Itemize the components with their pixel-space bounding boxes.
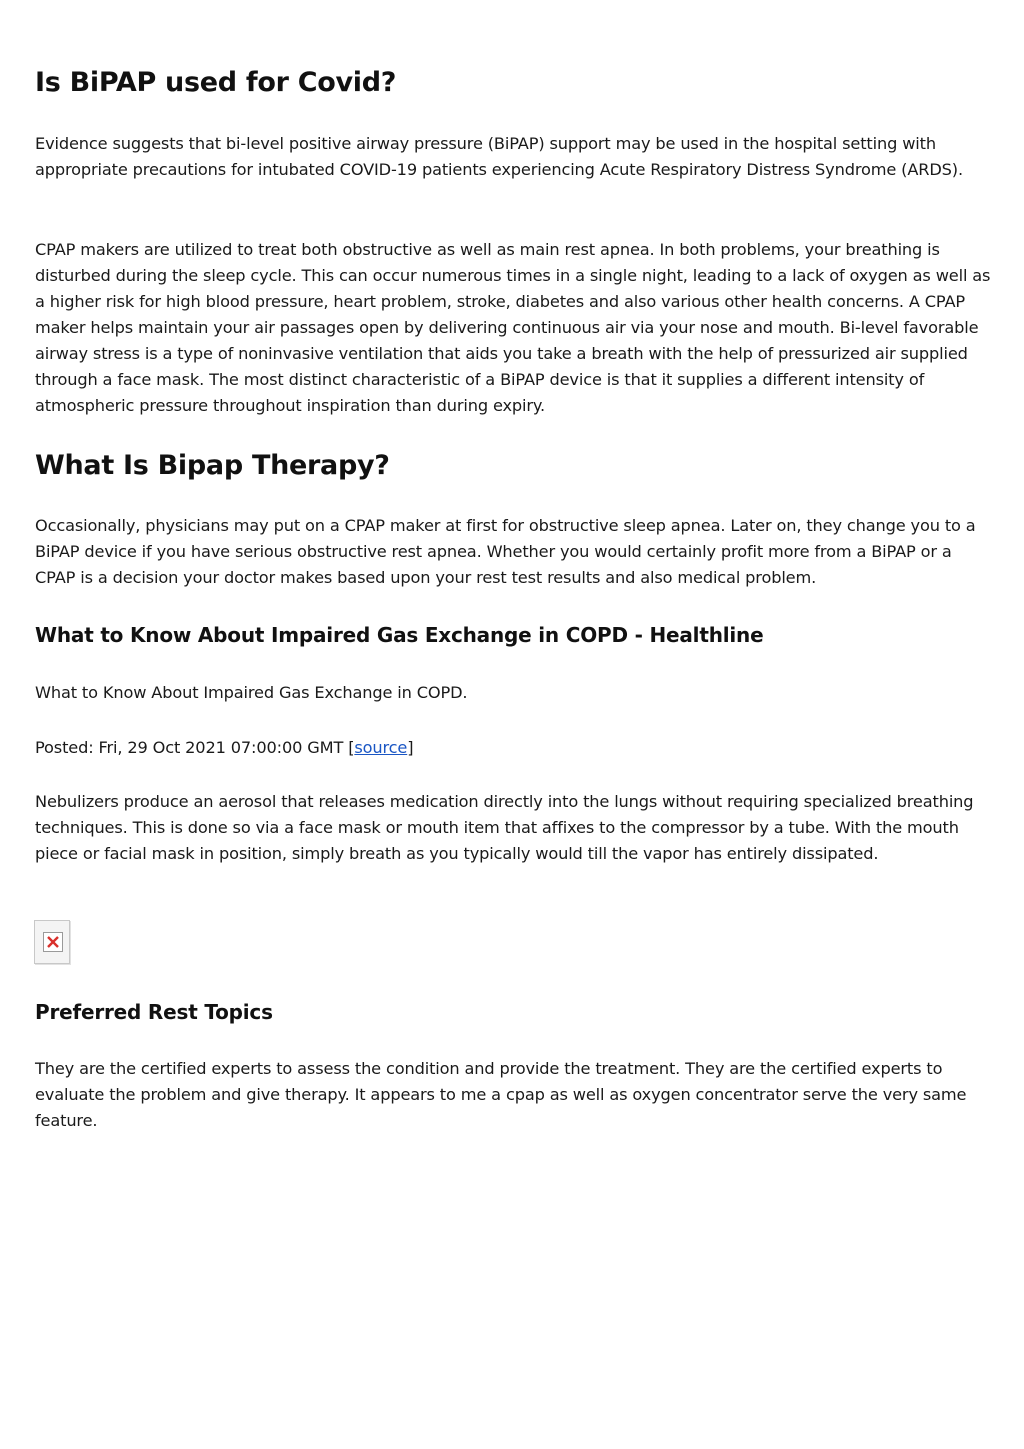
heading-preferred-rest: Preferred Rest Topics: [35, 1000, 273, 1024]
paragraph-cpap-makers: CPAP makers are utilized to treat both obstructive as well as main rest apnea. In both problems, your breathing is disturbed during the sleep cycle. This can occur numerous times in a single night, leading to a lack of oxygen as well as a higher risk for high blood pressure, heart problem, stroke, diabetes and also various other health concerns. A CPAP maker helps maintain your air passages open by delivering continuous air via your nose and mouth. Bi-level favorable airway stress is a type of noninvasive ventilation that aids you take a breath with the help of pressurized air supplied through a face mask. The most distinct characteristic of a BiPAP device is that it supplies a different intensity of atmospheric pressure throughout inspiration than during expiry.: [35, 240, 991, 415]
paragraph-news-summary: What to Know About Impaired Gas Exchange in COPD.: [35, 683, 468, 702]
heading-what-is-bipap: What Is Bipap Therapy?: [35, 450, 390, 481]
source-link[interactable]: source: [354, 738, 408, 757]
broken-image-icon: [43, 932, 63, 952]
paragraph-occasionally: Occasionally, physicians may put on a CPAP maker at first for obstructive sleep apnea. Later on, they change you to a BiPAP device if you have serious obstructive rest apnea. Whether you would certainly profit more from a BiPAP or a CPAP is a decision your doctor makes based upon your rest test results and also medical problem.: [35, 516, 976, 587]
broken-image: [34, 920, 70, 964]
posted-line: [35, 735, 995, 761]
paragraph-certified-experts: They are the certified experts to assess the condition and provide the treatment. They are the certified experts to evaluate the problem and give therapy. It appears to me a cpap as well as oxygen concentrator serve the very same feature.: [35, 1059, 967, 1130]
heading-bipap-covid: Is BiPAP used for Covid?: [35, 67, 397, 98]
posted-date: Posted: Fri, 29 Oct 2021 07:00:00 GMT [: [35, 738, 355, 757]
heading-news-copd: What to Know About Impaired Gas Exchange in COPD - Healthline: [35, 623, 764, 647]
posted-bracket: ]: [407, 738, 414, 757]
paragraph-nebulizers: Nebulizers produce an aerosol that releases medication directly into the lungs without requiring specialized breathing techniques. This is done so via a face mask or mouth item that affixes to the compressor by a tube. With the mouth piece or facial mask in position, simply breath as you typically would till the vapor has entirely dissipated.: [35, 792, 974, 863]
paragraph-bipap-evidence: Evidence suggests that bi-level positive airway pressure (BiPAP) support may be used in the hospital setting with appropriate precautions for intubated COVID-19 patients experiencing Acute Respiratory Distress Syndrome (ARDS).: [35, 134, 963, 179]
